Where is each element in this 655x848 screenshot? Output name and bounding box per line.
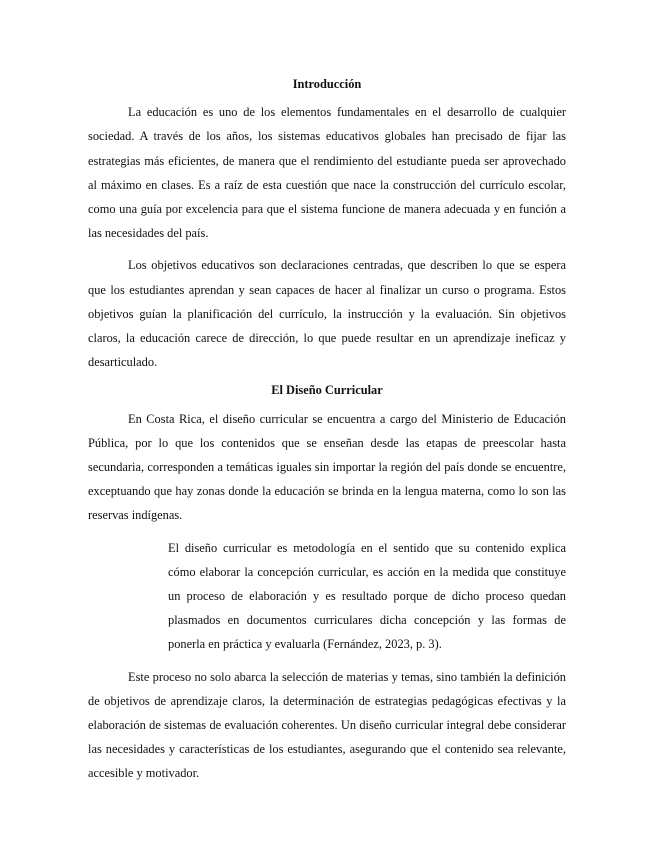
intro-heading: Introducción — [292, 77, 362, 91]
intro-paragraph-1: La educación es uno de los elementos fundamentales en el desarrollo de cualquier sociedad. A través de los años, los sistemas educativos globales han precisado de fijar las estrategias más eficientes, de manera que el rendimiento del estudiante pueda ser aprovechado al máximo en clases. Es a raíz de esta cuestión que nace la construcción del currículo escolar, como una guía por excelencia para que el sistema funcione de manera adecuada y en función a las necesidades del país. — [88, 105, 566, 241]
block-quote: El diseño curricular es metodología en el sentido que su contenido explica cómo elaborar la concepción curricular, es acción en la medida que constituye un proceso de elaboración y es resultado porque de dicho proceso quedan plasmados en documentos curriculares dicha concepción y las formas de ponerla en práctica y evaluarla (Fernández, 2023, p. 3). — [168, 540, 566, 652]
document-body — [88, 72, 566, 786]
section-paragraph-1: En Costa Rica, el diseño curricular se encuentra a cargo del Ministerio de Educación Pública, por lo que los contenidos que se enseñan desde las etapas de preescolar hasta secundaria, corresponden a temáticas iguales sin importar la región del país donde se encuentre, exceptuando que hay zonas donde la educación se brinda en la lengua materna, como lo son las reservas indígenas. — [88, 411, 566, 523]
intro-paragraph-2: Los objetivos educativos son declaraciones centradas, que describen lo que se espera que los estudiantes aprendan y sean capaces de hacer al finalizar un curso o programa. Estos objetivos guían la planificación del currículo, la instrucción y la evaluación. Sin objetivos claros, la educación carece de dirección, lo que puede resultar en un aprendizaje ineficaz y desarticulado. — [88, 258, 566, 370]
section-paragraph-2: Este proceso no solo abarca la selección de materias y temas, sino también la definición de objetivos de aprendizaje claros, la determinación de estrategias pedagógicas efectivas y la elaboración de sistemas de evaluación coherentes. Un diseño curricular integral debe considerar las necesidades y características de los estudiantes, asegurando que el contenido sea relevante, accesible y motivador. — [88, 669, 566, 781]
section-heading-diseno-curricular: El Diseño Curricular — [271, 383, 383, 398]
